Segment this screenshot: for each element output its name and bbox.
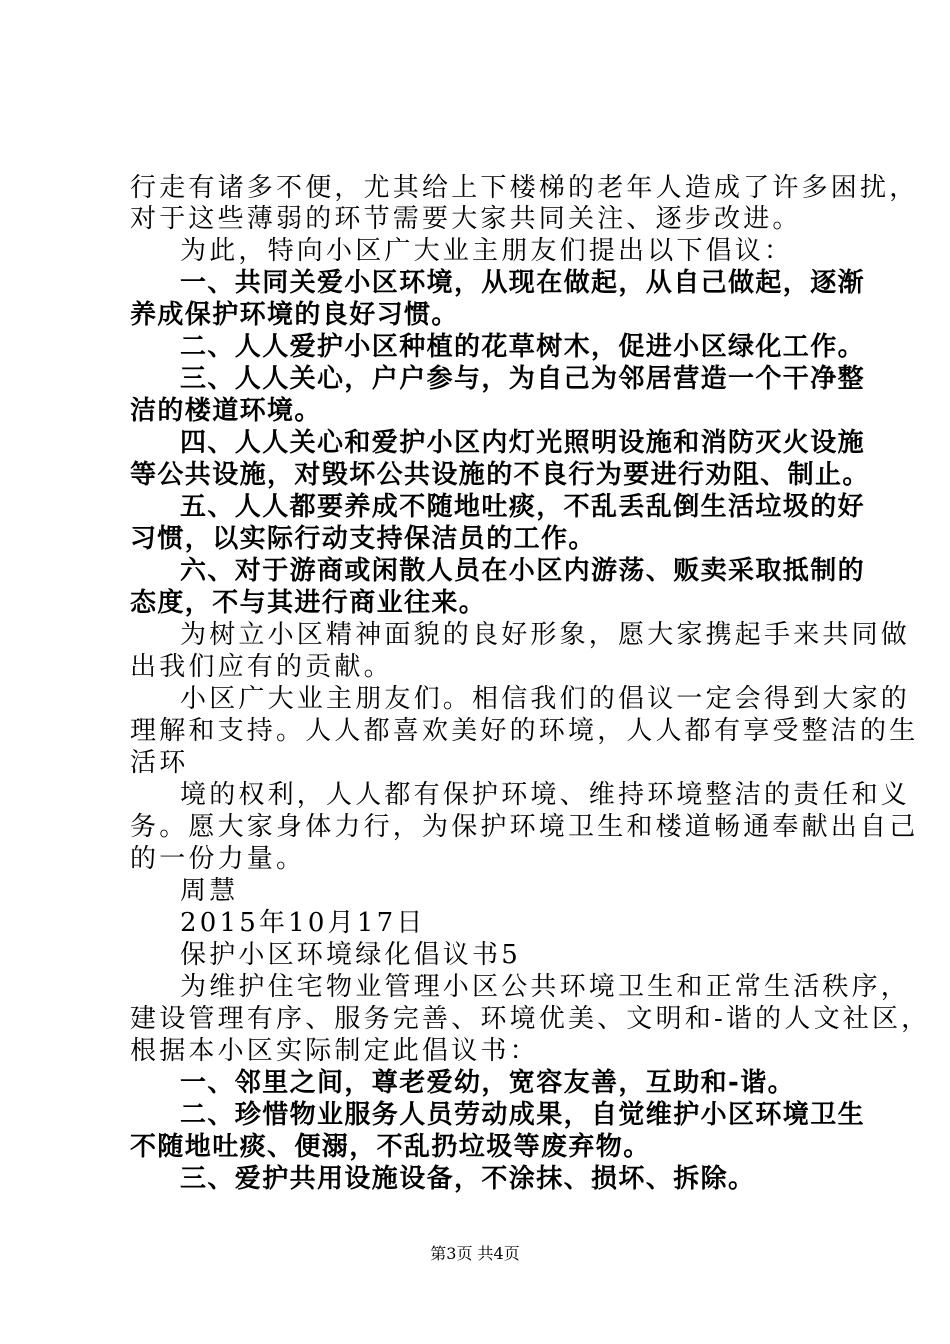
body-text-line: 为维护住宅物业管理小区公共环境卫生和正常生活秩序， [180, 972, 911, 1002]
proposal-item-line: 六、对于游商或闲散人员在小区内游荡、贩卖采取抵制的 [180, 556, 866, 586]
body-text-line: 务。愿大家身体力行，为保护环境卫生和楼道畅通奉献出自己 [130, 812, 919, 842]
body-text-line: 的一份力量。 [130, 844, 306, 874]
body-text-line: 小区广大业主朋友们。相信我们的倡议一定会得到大家的 [180, 684, 911, 714]
proposal-item-line: 三、人人关心，户户参与，为自己为邻居营造一个干净整 [180, 364, 866, 394]
proposal-item-line: 习惯，以实际行动支持保洁员的工作。 [130, 524, 596, 554]
proposal-item-line: 一、共同关爱小区环境，从现在做起，从自己做起，逐渐 [180, 268, 866, 298]
proposal-item-line: 二、人人爱护小区种植的花草树木，促进小区绿化工作。 [180, 332, 866, 362]
proposal-item-line: 态度，不与其进行商业往来。 [130, 588, 487, 618]
body-text-line: 行走有诸多不便，尤其给上下楼梯的老年人造成了许多困扰， [130, 173, 919, 203]
proposal-item-line: 五、人人都要养成不随地吐痰，不乱丢乱倒生活垃圾的好 [180, 492, 866, 522]
section-title: 保护小区环境绿化倡议书5 [180, 940, 521, 970]
signature-name: 周慧 [180, 876, 239, 906]
body-text-line: 根据本小区实际制定此倡议书： [130, 1036, 539, 1066]
body-text-line: 对于这些薄弱的环节需要大家共同关注、逐步改进。 [130, 204, 802, 234]
proposal-item-line: 洁的楼道环境。 [130, 396, 322, 426]
body-text-line: 活环 [130, 748, 189, 778]
proposal-item-line: 等公共设施，对毁坏公共设施的不良行为要进行劝阻、制止。 [130, 460, 870, 490]
proposal-item-line: 二、珍惜物业服务人员劳动成果，自觉维护小区环境卫生 [180, 1100, 866, 1130]
proposal-item-line: 养成保护环境的良好习惯。 [130, 300, 459, 330]
signature-date: 2015年10月17日 [180, 908, 426, 938]
proposal-item-line: 三、爱护共用设施设备，不涂抹、损坏、拆除。 [180, 1164, 756, 1194]
body-text-line: 出我们应有的贡献。 [130, 652, 393, 682]
body-text-line: 为此，特向小区广大业主朋友们提出以下倡议： [180, 236, 794, 266]
proposal-item-line: 一、邻里之间，尊老爱幼，宽容友善，互助和-谐。 [180, 1068, 795, 1098]
body-text-line: 为树立小区精神面貌的良好形象，愿大家携起手来共同做 [180, 620, 911, 650]
proposal-item-line: 四、人人关心和爱护小区内灯光照明设施和消防灭火设施 [180, 428, 866, 458]
proposal-item-line: 不随地吐痰、便溺，不乱扔垃圾等废弃物。 [130, 1132, 651, 1162]
page-number-footer: 第3页 共4页 [430, 1244, 520, 1263]
body-text-line: 境的权利，人人都有保护环境、维持环境整洁的责任和义 [180, 780, 911, 810]
body-text-line: 建设管理有序、服务完善、环境优美、文明和-谐的人文社区， [130, 1004, 931, 1034]
body-text-line: 理解和支持。人人都喜欢美好的环境，人人都有享受整洁的生 [130, 716, 919, 746]
